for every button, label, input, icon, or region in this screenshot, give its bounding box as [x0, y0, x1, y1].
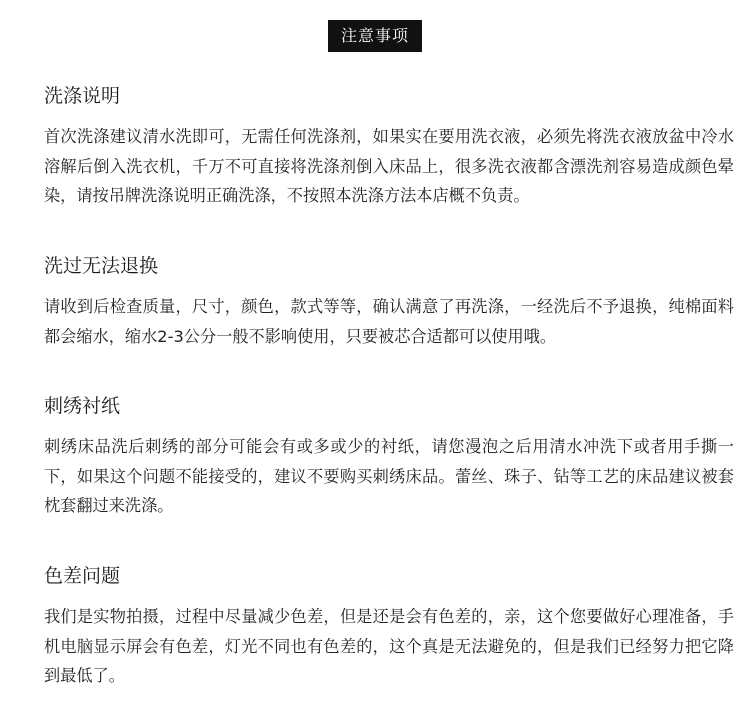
section-heading: 洗涤说明 [44, 85, 121, 107]
section-heading: 洗过无法退换 [44, 255, 159, 277]
section-no-return-after-wash [44, 254, 734, 351]
section-embroidery-backing [44, 394, 734, 521]
section-washing-instructions [44, 84, 734, 211]
section-body: 首次洗涤建议清水洗即可，无需任何洗涤剂，如果实在要用洗衣液，必须先将洗衣液放盆中冷水溶解后倒入洗衣机，千万不可直接将洗涤剂倒入床品上，很多洗衣液都含漂洗剂容易造成颜色晕染，请按吊牌洗涤说明正确洗涤，不按照本洗涤方法本店概不负责。 [44, 127, 734, 205]
section-body: 我们是实物拍摄，过程中尽量减少色差，但是还是会有色差的，亲，这个您要做好心理准备，手机电脑显示屏会有色差，灯光不同也有色差的，这个真是无法避免的，但是我们已经努力把它降到最低了。 [44, 607, 734, 685]
page-title: 注意事项 [328, 20, 422, 52]
section-color-difference [44, 564, 734, 691]
title-bar [0, 20, 750, 52]
section-body: 请收到后检查质量，尺寸，颜色，款式等等，确认满意了再洗涤，一经洗后不予退换，纯棉面料都会缩水，缩水2-3公分一般不影响使用，只要被芯合适都可以使用哦。 [44, 297, 734, 346]
section-heading: 色差问题 [44, 565, 121, 587]
section-body: 刺绣床品洗后刺绣的部分可能会有或多或少的衬纸，请您漫泡之后用清水冲洗下或者用手撕一下，如果这个问题不能接受的，建议不要购买刺绣床品。蕾丝、珠子、钻等工艺的床品建议被套枕套翻过来洗涤。 [44, 437, 734, 515]
section-heading: 刺绣衬纸 [44, 395, 121, 417]
